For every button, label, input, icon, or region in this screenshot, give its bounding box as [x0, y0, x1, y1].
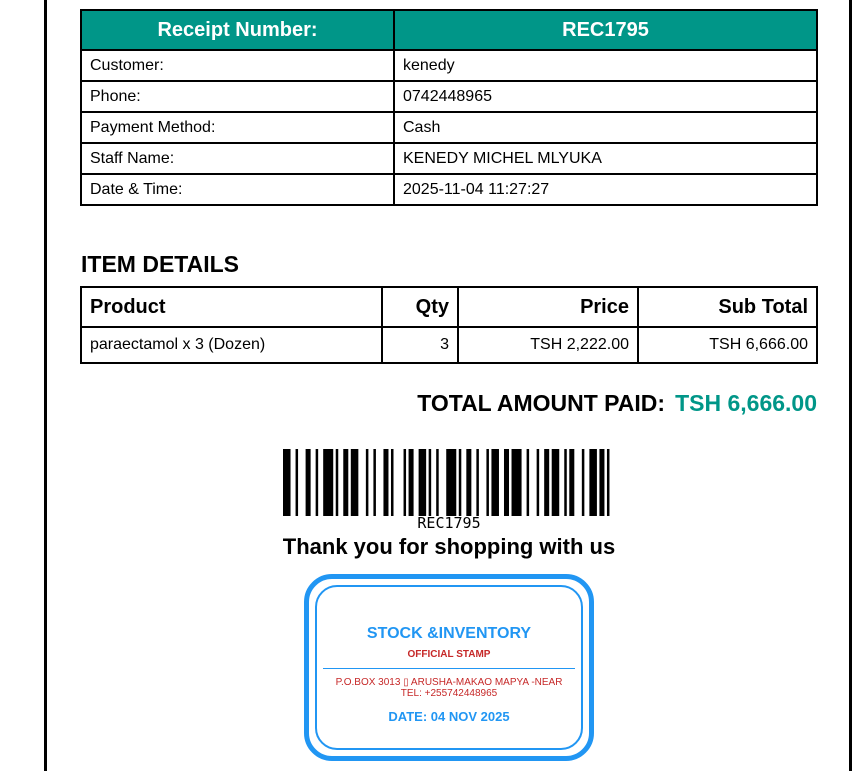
barcode-bar	[436, 449, 439, 516]
barcode-bar	[373, 449, 376, 516]
barcode-bar	[537, 449, 540, 516]
barcode-bar	[564, 449, 567, 516]
barcode-bar	[409, 449, 414, 516]
item-product: paraectamol x 3 (Dozen)	[81, 327, 382, 363]
stamp-address-line1: P.O.BOX 3013 ▯ ARUSHA-MAKAO MAPYA -NEAR	[335, 677, 563, 688]
table-row	[81, 50, 817, 81]
product-header: Product	[81, 287, 382, 327]
barcode-bar	[476, 449, 479, 516]
barcode-bar	[552, 449, 560, 516]
customer-value: kenedy	[394, 50, 817, 81]
qty-header: Qty	[382, 287, 458, 327]
subtotal-header: Sub Total	[638, 287, 817, 327]
barcode-bar	[446, 449, 456, 516]
barcode-image	[283, 449, 617, 516]
table-row	[81, 143, 817, 174]
barcode-bar	[527, 449, 530, 516]
barcode-bar	[323, 449, 333, 516]
stamp-address	[317, 677, 581, 699]
phone-value: 0742448965	[394, 81, 817, 112]
receipt-info-table	[80, 9, 818, 206]
receipt-number-value: REC1795	[394, 10, 817, 50]
barcode-bar	[589, 449, 597, 516]
barcode-bar	[599, 449, 604, 516]
barcode-bar	[404, 449, 407, 516]
phone-label: Phone:	[81, 81, 394, 112]
items-table	[80, 286, 818, 364]
barcode-bar	[544, 449, 549, 516]
date-time-label: Date & Time:	[81, 174, 394, 205]
item-qty: 3	[382, 327, 458, 363]
table-row	[81, 174, 817, 205]
barcode-bar	[343, 449, 348, 516]
official-stamp	[304, 574, 594, 761]
barcode-bar	[486, 449, 489, 516]
total-label: TOTAL AMOUNT PAID:	[417, 390, 666, 416]
item-price: TSH 2,222.00	[458, 327, 638, 363]
barcode-bar	[582, 449, 585, 516]
barcode-bar	[607, 449, 610, 516]
barcode-bar	[383, 449, 388, 516]
barcode-bar	[283, 449, 291, 516]
table-row	[81, 112, 817, 143]
barcode-bar	[504, 449, 509, 516]
barcode-bar	[466, 449, 471, 516]
stamp-divider	[323, 668, 575, 669]
stamp-subtitle: OFFICIAL STAMP	[407, 649, 491, 660]
table-row	[81, 327, 817, 363]
table-row	[81, 81, 817, 112]
stamp-inner-border	[315, 585, 583, 750]
barcode-text: REC1795	[417, 514, 481, 532]
barcode-bar	[491, 449, 499, 516]
item-subtotal: TSH 6,666.00	[638, 327, 817, 363]
payment-method-label: Payment Method:	[81, 112, 394, 143]
staff-name-label: Staff Name:	[81, 143, 394, 174]
total-amount: TSH 6,666.00	[675, 390, 817, 416]
item-details-title: ITEM DETAILS	[81, 251, 240, 277]
barcode-bar	[512, 449, 522, 516]
barcode-bar	[459, 449, 462, 516]
thank-you-message: Thank you for shopping with us	[282, 534, 616, 559]
barcode-bar	[306, 449, 311, 516]
stamp-title: STOCK &INVENTORY	[366, 625, 532, 642]
barcode-bar	[419, 449, 427, 516]
customer-label: Customer:	[81, 50, 394, 81]
staff-name-value: KENEDY MICHEL MLYUKA	[394, 143, 817, 174]
receipt-number-label: Receipt Number:	[81, 10, 394, 50]
barcode-bar	[316, 449, 319, 516]
barcode-bar	[296, 449, 299, 516]
stamp-address-line2: TEL: +255742448965	[400, 688, 498, 699]
receipt-header-row	[81, 10, 817, 50]
barcode-bar	[391, 449, 394, 516]
stamp-date: DATE: 04 NOV 2025	[388, 709, 510, 724]
barcode-bar	[569, 449, 574, 516]
barcode-bar	[366, 449, 369, 516]
items-header-row	[81, 287, 817, 327]
payment-method-value: Cash	[394, 112, 817, 143]
barcode-bar	[336, 449, 339, 516]
barcode-bar	[351, 449, 359, 516]
price-header: Price	[458, 287, 638, 327]
total-amount-row	[417, 390, 817, 417]
date-time-value: 2025-11-04 11:27:27	[394, 174, 817, 205]
barcode-bar	[429, 449, 432, 516]
